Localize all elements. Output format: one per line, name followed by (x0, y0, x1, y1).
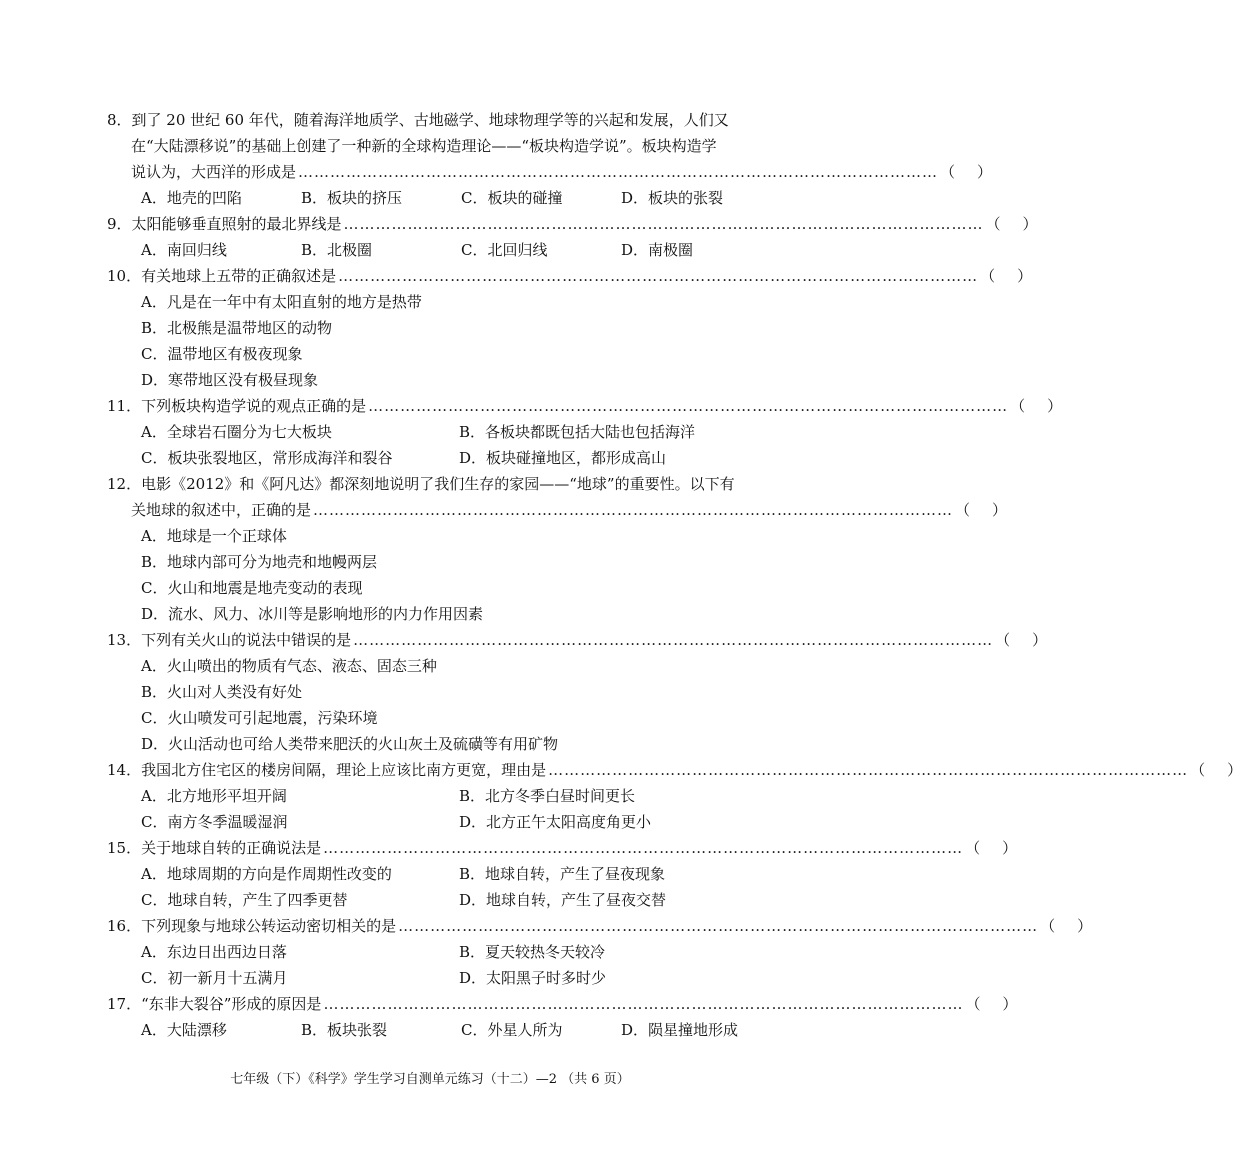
bracket-open: （ (1010, 397, 1026, 415)
answer-bracket[interactable] (965, 835, 1017, 861)
option-d[interactable]: D．寒带地区没有极昼现象 (141, 371, 319, 389)
bracket-close: ） (1077, 917, 1093, 935)
question-stem: 16．下列现象与地球公转运动密切相关的是 (107, 917, 397, 935)
option-d[interactable]: D．板块碰撞地区，都形成高山 (459, 449, 667, 467)
answer-bracket[interactable] (986, 211, 1038, 237)
bracket-open: （ (980, 267, 996, 285)
bracket-close: ） (1022, 215, 1038, 233)
question-stem-line (107, 497, 1008, 523)
bracket-open: （ (1040, 917, 1056, 935)
option-d[interactable]: D．板块的张裂 (621, 189, 724, 207)
question-stem-line (107, 913, 1093, 939)
answer-bracket[interactable] (940, 159, 992, 185)
option-d[interactable]: D．地球自转，产生了昼夜交替 (459, 891, 667, 909)
option-a[interactable]: A．火山喷出的物质有气态、液态、固态三种 (141, 657, 437, 675)
bracket-close: ） (1032, 631, 1048, 649)
bracket-close: ） (992, 501, 1008, 519)
option-c[interactable]: C．南方冬季温暖湿润 (141, 813, 288, 831)
option-a[interactable]: A．地壳的凹陷 (141, 189, 242, 207)
question-stem-line (107, 757, 1242, 783)
bracket-close: ） (1047, 397, 1063, 415)
option-a[interactable]: A．全球岩石圈分为七大板块 (141, 423, 332, 441)
question-stem: 15．关于地球自转的正确说法是 (107, 839, 322, 857)
question-stem-line (107, 211, 1038, 237)
option-b[interactable]: B．北极圈 (301, 241, 373, 259)
option-d[interactable]: D．北方正午太阳高度角更小 (459, 813, 652, 831)
option-c[interactable]: C．外星人所为 (461, 1021, 563, 1039)
question-11 (107, 393, 1063, 471)
question-14 (107, 757, 1242, 835)
bracket-close: ） (1227, 761, 1242, 779)
options-row (107, 1017, 755, 1043)
question-stem: 11．下列板块构造学说的观点正确的是 (107, 397, 367, 415)
option-a[interactable]: A．大陆漂移 (141, 1021, 227, 1039)
question-stem: 关地球的叙述中，正确的是 (131, 501, 312, 519)
question-stem-line (107, 133, 755, 159)
bracket-open: （ (1190, 761, 1206, 779)
question-stem-line (107, 159, 993, 185)
dot-leader: ………………………………………………………………………………………………………… (313, 501, 954, 519)
option-b[interactable]: B．北极熊是温带地区的动物 (141, 319, 333, 337)
question-15 (107, 835, 1018, 913)
question-list (107, 107, 1242, 1043)
bracket-open: （ (955, 501, 971, 519)
answer-bracket[interactable] (965, 991, 1017, 1017)
bracket-close: ） (1002, 839, 1018, 857)
answer-bracket[interactable] (980, 263, 1032, 289)
question-8 (107, 107, 993, 211)
options-row (107, 783, 755, 809)
option-c[interactable]: C．板块的碰撞 (461, 189, 563, 207)
question-stem-line (107, 107, 755, 133)
bracket-open: （ (995, 631, 1011, 649)
bracket-close: ） (1002, 995, 1018, 1013)
options-row (107, 965, 755, 991)
dot-leader: ………………………………………………………………………………………………………… (353, 631, 994, 649)
question-stem: 8．到了 20 世纪 60 年代，随着海洋地质学、古地磁学、地球物理学等的兴起和发展，人们又 (107, 111, 729, 129)
answer-bracket[interactable] (955, 497, 1007, 523)
option-b[interactable]: B．地球自转，产生了昼夜现象 (459, 865, 666, 883)
dot-leader: ………………………………………………………………………………………………………… (343, 215, 984, 233)
option-c[interactable]: C．温带地区有极夜现象 (141, 345, 303, 363)
question-stem: 在“大陆漂移说”的基础上创建了一种新的全球构造理论——“板块构造学说”。板块构造学 (131, 137, 717, 155)
option-b[interactable]: B．板块张裂 (301, 1021, 388, 1039)
bracket-open: （ (985, 215, 1001, 233)
option-c[interactable]: C．北回归线 (461, 241, 548, 259)
page-footer: 七年级（下）《科学》学生学习自测单元练习（十二）—2 （共 6 页） (230, 1072, 630, 1087)
question-stem: 说认为，大西洋的形成是 (131, 163, 297, 181)
question-stem-line (107, 627, 1048, 653)
options-row (107, 809, 755, 835)
dot-leader: ………………………………………………………………………………………………………… (398, 917, 1039, 935)
question-stem-line (107, 263, 1033, 289)
options-row (107, 185, 755, 211)
option-b[interactable]: B．各板块都既包括大陆也包括海洋 (459, 423, 696, 441)
option-a[interactable]: A．凡是在一年中有太阳直射的地方是热带 (141, 293, 422, 311)
option-c[interactable]: C．火山喷发可引起地震，污染环境 (141, 709, 378, 727)
dot-leader: ………………………………………………………………………………………………………… (323, 995, 964, 1013)
option-b[interactable]: B．火山对人类没有好处 (141, 683, 303, 701)
option-a[interactable]: A．北方地形平坦开阔 (141, 787, 287, 805)
option-d[interactable]: D．流水、风力、冰川等是影响地形的内力作用因素 (141, 605, 484, 623)
question-12 (107, 471, 1008, 627)
option-c[interactable]: C．火山和地震是地壳变动的表现 (141, 579, 363, 597)
bracket-close: ） (1017, 267, 1033, 285)
question-stem: 12．电影《2012》和《阿凡达》都深刻地说明了我们生存的家园——“地球”的重要性。以下有 (107, 475, 735, 493)
question-stem-line (107, 991, 1018, 1017)
bracket-close: ） (977, 163, 993, 181)
dot-leader: ………………………………………………………………………………………………………… (298, 163, 939, 181)
options-row (107, 237, 755, 263)
options-row (107, 419, 755, 445)
answer-bracket[interactable] (1010, 393, 1062, 419)
options-row (107, 861, 755, 887)
question-stem: 9．太阳能够垂直照射的最北界线是 (107, 215, 342, 233)
question-stem: 17．“东非大裂谷”形成的原因是 (107, 995, 322, 1013)
question-stem-line (107, 835, 1018, 861)
bracket-open: （ (965, 839, 981, 857)
question-stem: 10．有关地球上五带的正确叙述是 (107, 267, 337, 285)
option-d[interactable]: D．火山活动也可给人类带来肥沃的火山灰土及硫磺等有用矿物 (141, 735, 559, 753)
question-13 (107, 627, 1048, 757)
question-9 (107, 211, 1038, 263)
option-c[interactable]: C．地球自转，产生了四季更替 (141, 891, 348, 909)
option-b[interactable]: B．板块的挤压 (301, 189, 403, 207)
options-row (107, 939, 755, 965)
dot-leader: ………………………………………………………………………………………………………… (323, 839, 964, 857)
options-row (107, 445, 755, 471)
question-16 (107, 913, 1093, 991)
option-d[interactable]: D．太阳黑子时多时少 (459, 969, 607, 987)
answer-bracket[interactable] (1190, 757, 1242, 783)
question-stem: 14．我国北方住宅区的楼房间隔，理论上应该比南方更宽，理由是 (107, 761, 547, 779)
option-b[interactable]: B．地球内部可分为地壳和地幔两层 (141, 553, 378, 571)
answer-bracket[interactable] (995, 627, 1047, 653)
question-10 (107, 263, 1033, 393)
option-d[interactable]: D．陨星撞地形成 (621, 1021, 739, 1039)
option-a[interactable]: A．南回归线 (141, 241, 227, 259)
bracket-open: （ (965, 995, 981, 1013)
option-a[interactable]: A．地球周期的方向是作周期性改变的 (141, 865, 392, 883)
option-b[interactable]: B．北方冬季白昼时间更长 (459, 787, 636, 805)
option-d[interactable]: D．南极圈 (621, 241, 694, 259)
bracket-open: （ (940, 163, 956, 181)
dot-leader: ………………………………………………………………………………………………………… (548, 761, 1189, 779)
option-a[interactable]: A．地球是一个正球体 (141, 527, 287, 545)
question-stem-line (107, 471, 755, 497)
question-stem: 13．下列有关火山的说法中错误的是 (107, 631, 352, 649)
question-17 (107, 991, 1018, 1043)
option-c[interactable]: C．板块张裂地区，常形成海洋和裂谷 (141, 449, 393, 467)
options-row (107, 887, 755, 913)
answer-bracket[interactable] (1040, 913, 1092, 939)
option-c[interactable]: C．初一新月十五满月 (141, 969, 288, 987)
option-a[interactable]: A．东边日出西边日落 (141, 943, 287, 961)
dot-leader: ………………………………………………………………………………………………………… (338, 267, 979, 285)
dot-leader: ………………………………………………………………………………………………………… (368, 397, 1009, 415)
option-b[interactable]: B．夏天较热冬天较冷 (459, 943, 606, 961)
question-stem-line (107, 393, 1063, 419)
